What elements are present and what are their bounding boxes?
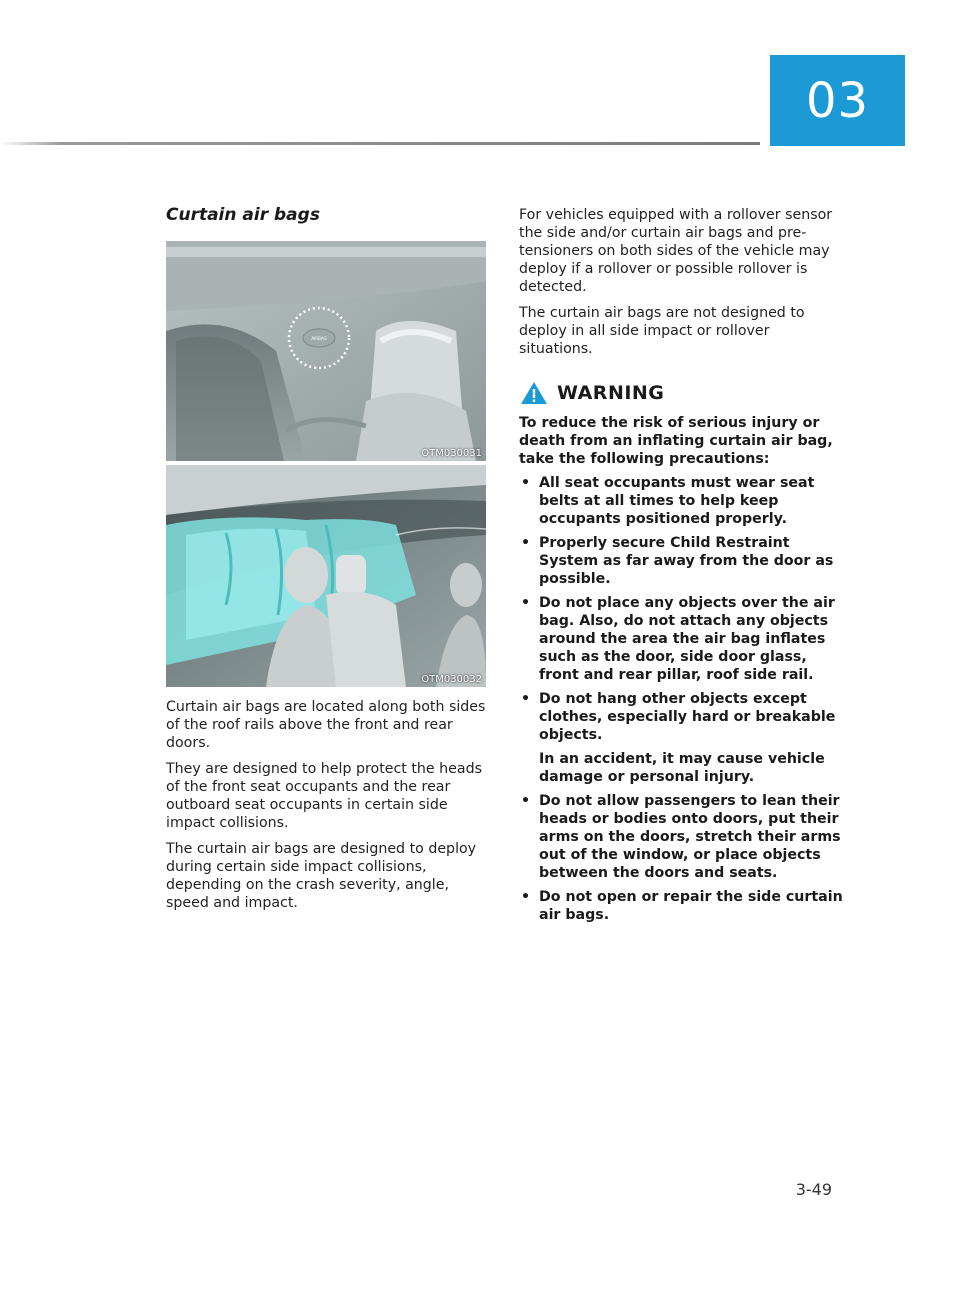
warning-item: • Do not allow passengers to lean their heads or bodies onto doors, put their arms on the doors, stretch their arms out of the window, or place objects between the doors and seats. [521, 793, 841, 881]
warning-item: • Do not hang other objects except clothes, especially hard or breakable objects. In an accident, it may cause vehicle damage or personal injury. [519, 690, 844, 786]
airbag-location-illustration [166, 241, 486, 461]
warning-item: • All seat occupants must wear seat belts at all times to help keep occupants positioned properly. [521, 475, 815, 527]
chapter-tab: 03 [770, 55, 905, 146]
figure-airbag-deployment [166, 465, 486, 687]
warning-triangle-icon [519, 380, 549, 406]
paragraph-rollover: For vehicles equipped with a rollover sensor the side and/or curtain air bags and pre-tensioners on both sides of the vehicle may deploy if a rollover or possible rollover is detected. [519, 207, 833, 295]
figure-code: OTM030032 [421, 674, 482, 685]
warning-header [519, 380, 844, 406]
warning-label: WARNING [557, 382, 665, 404]
left-column [166, 205, 486, 920]
paragraph-deployment: The curtain air bags are designed to deploy during certain side impact collisions, depending on the crash severity, angle, speed and impact. [166, 841, 477, 911]
warning-item: • Do not place any objects over the air bag. Also, do not attach any objects around the area the air bag inflates such as the door, side door glass, front and rear pillar, roof side rail. [521, 595, 835, 683]
airbag-deployment-illustration [166, 465, 486, 687]
warning-item: • Properly secure Child Restraint System as far away from the door as possible. [521, 535, 834, 587]
header-rule [0, 142, 760, 145]
paragraph-protection: They are designed to help protect the heads of the front seat occupants and the rear outboard seat occupants in certain side impact collisions. [166, 761, 482, 831]
warning-item-note: In an accident, it may cause vehicle damage or personal injury. [539, 751, 825, 785]
figure-code: OTM030031 [421, 448, 482, 459]
right-column [519, 206, 844, 930]
airbag-embossed-label: AIRBAG [311, 336, 327, 341]
paragraph-not-all-situations: The curtain air bags are not designed to deploy in all side impact or rollover situations. [519, 305, 805, 357]
paragraph-location: Curtain air bags are located along both sides of the roof rails above the front and rear doors. [166, 699, 486, 751]
warning-item: • Do not open or repair the side curtain air bags. [521, 889, 843, 923]
page-number: 3-49 [795, 1180, 832, 1199]
warning-intro: To reduce the risk of serious injury or death from an inflating curtain air bag, take the following precautions: [519, 415, 833, 467]
warning-list [519, 474, 844, 924]
figure-airbag-location [166, 241, 486, 461]
section-title: Curtain air bags [166, 205, 320, 225]
